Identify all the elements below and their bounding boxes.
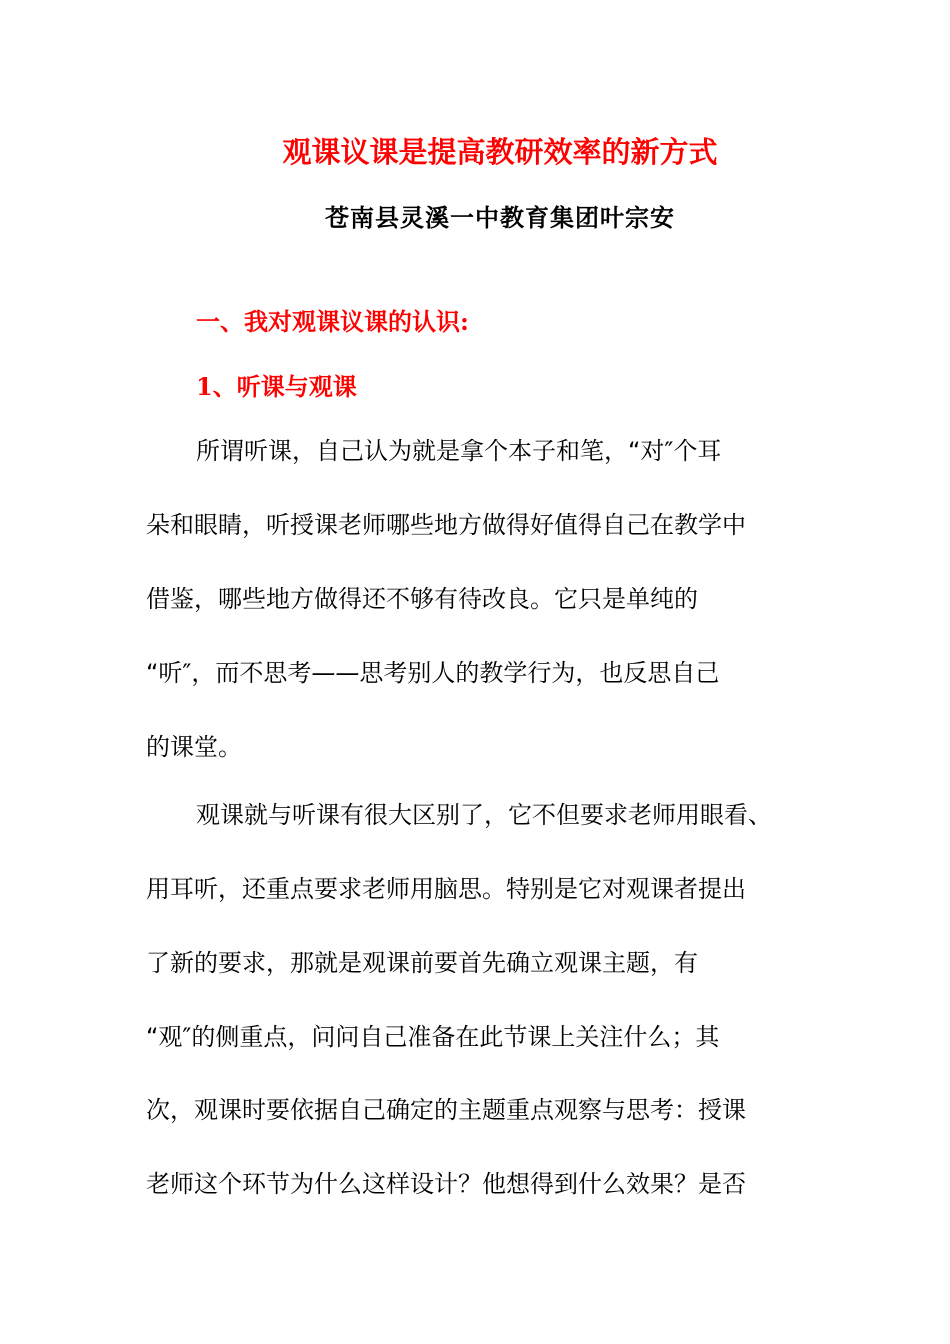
paragraph-2-line-6: 老师这个环节为什么这样设计？他想得到什么效果？是否	[146, 1170, 746, 1198]
document-title: 观课议课是提高教研效率的新方式	[282, 135, 718, 169]
paragraph-1-line-5: 的课堂。	[146, 733, 242, 761]
section-heading: 一、我对观课议课的认识:	[196, 307, 469, 336]
paragraph-2-line-3: 了新的要求，那就是观课前要首先确立观课主题，有	[146, 949, 698, 977]
paragraph-2-line-5: 次，观课时要依据自己确定的主题重点观察与思考：授课	[146, 1096, 746, 1124]
document-author: 苍南县灵溪一中教育集团叶宗安	[325, 203, 675, 232]
paragraph-1-line-4: “听″，而不思考——思考别人的教学行为，也反思自己	[146, 659, 720, 687]
paragraph-2-line-4: “观″的侧重点，问问自己准备在此节课上关注什么；其	[146, 1023, 720, 1051]
paragraph-1-line-1: 所谓听课，自己认为就是拿个本子和笔，“对″个耳	[196, 437, 722, 465]
paragraph-2-line-1: 观课就与听课有很大区别了，它不但要求老师用眼看、	[196, 801, 772, 829]
subsection-heading: 1、听课与观课	[196, 372, 357, 401]
paragraph-2-line-2: 用耳听，还重点要求老师用脑思。特别是它对观课者提出	[146, 875, 746, 903]
paragraph-1-line-3: 借鉴，哪些地方做得还不够有待改良。它只是单纯的	[146, 585, 698, 613]
paragraph-1-line-2: 朵和眼睛，听授课老师哪些地方做得好值得自己在教学中	[146, 511, 746, 539]
